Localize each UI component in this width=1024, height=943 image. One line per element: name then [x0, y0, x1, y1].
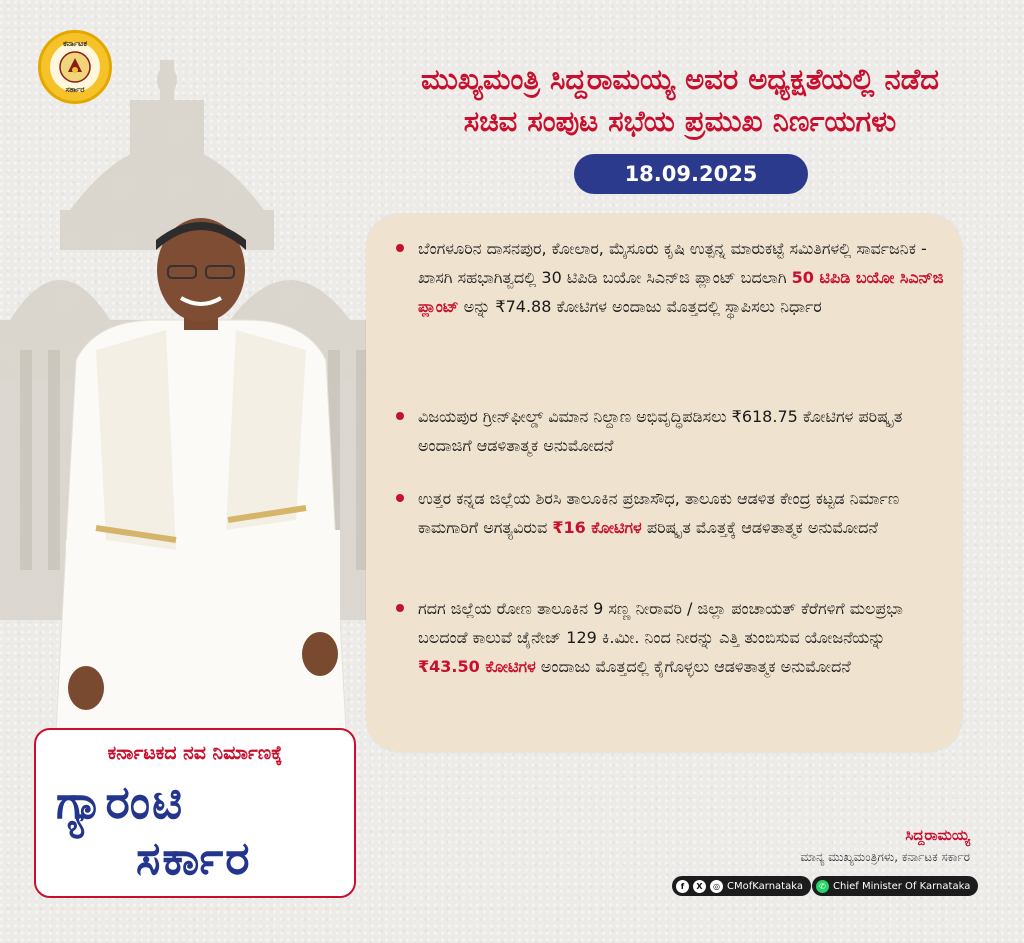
whatsapp-icon: ✆: [816, 880, 829, 893]
headline: [340, 58, 1020, 142]
bullet-icon: [396, 494, 404, 502]
signature-name: ಸಿದ್ದರಾಮಯ್ಯ: [905, 826, 970, 844]
headline-line2: ಸಚಿವ ಸಂಪುಟ ಸಭೆಯ ಪ್ರಮುಖ ನಿರ್ಣಯಗಳು: [463, 104, 897, 138]
date-badge: 18.09.2025: [574, 154, 808, 194]
decision-text-post: ಪರಿಷ್ಕೃತ ಮೊತ್ತಕ್ಕೆ ಆಡಳಿತಾತ್ಮಕ ಅನುಮೋದನೆ: [641, 518, 878, 537]
guarantee-government-badge: [34, 728, 356, 898]
decisions-panel: [366, 214, 962, 752]
facebook-icon: f: [676, 880, 689, 893]
decision-item: [396, 402, 944, 460]
headline-line1: ಮುಖ್ಯಮಂತ್ರಿ ಸಿದ್ದರಾಮಯ್ಯ ಅವರ ಅಧ್ಯಕ್ಷತೆಯಲ್ಲಿ ನಡೆದ: [420, 62, 939, 96]
decision-text-post: ಅಂದಾಜು ಮೊತ್ತದಲ್ಲಿ ಕೈಗೊಳ್ಳಲು ಆಡಳಿತಾತ್ಮಕ ಅನುಮೋದನೆ: [535, 657, 851, 676]
social-handle-pill[interactable]: [672, 876, 811, 896]
decision-text-post: ಅನ್ನು ₹74.88 ಕೋಟಿಗಳ ಅಂದಾಜು ಮೊತ್ತದಲ್ಲಿ ಸ್ಥಾಪಿಸಲು ನಿರ್ಧಾರ: [458, 297, 822, 316]
decision-item: [396, 234, 944, 321]
decision-text-pre: ಉತ್ತರ ಕನ್ನಡ ಜಿಲ್ಲೆಯ ಶಿರಸಿ ತಾಲೂಕಿನ ಪ್ರಜಾಸೌಧ, ತಾಲೂಕು ಆಡಳಿತ ಕೇಂದ್ರ ಕಟ್ಟಡ ನಿರ್ಮಾಣ ಕಾಮಗಾರಿಗೆ ಅಗತ್ಯವಿರುವ: [418, 489, 900, 537]
bullet-icon: [396, 244, 404, 252]
decision-text: [396, 234, 944, 321]
signature-title: ಮಾನ್ಯ ಮುಖ್ಯಮಂತ್ರಿಗಳು, ಕರ್ನಾಟಕ ಸರ್ಕಾರ: [800, 850, 970, 864]
whatsapp-channel-pill[interactable]: [812, 876, 978, 896]
decision-text-pre: ಗದಗ ಜಿಲ್ಲೆಯ ರೋಣ ತಾಲೂಕಿನ 9 ಸಣ್ಣ ನೀರಾವರಿ / ಜಿಲ್ಲಾ ಪಂಚಾಯತ್ ಕೆರೆಗಳಿಗೆ ಮಲಪ್ರಭಾ ಬಲದಂಡೆ ಕಾಲುವೆ ಚೈನೇಜ್ 129 ಕಿ.ಮೀ. ನಿಂದ ನೀರನ್ನು ಎತ್ತಿ ತುಂಬಿಸುವ ಯೋಜನೆಯನ್ನು: [418, 599, 903, 647]
decision-item: [396, 594, 944, 681]
x-icon: X: [693, 880, 706, 893]
decision-text: [396, 484, 944, 542]
chief-minister-portrait: [56, 210, 346, 730]
decision-text-pre: ಬೆಂಗಳೂರಿನ ದಾಸನಪುರ, ಕೋಲಾರ, ಮೈಸೂರು ಕೃಷಿ ಉತ್ಪನ್ನ ಮಾರುಕಟ್ಟೆ ಸಮಿತಿಗಳಲ್ಲಿ ಸಾರ್ವಜನಿಕ - ಖಾಸಗಿ ಸಹಭಾಗಿತ್ವದಲ್ಲಿ 30 ಟಿಪಿಡಿ ಬಯೋ ಸಿಎನ್‌ಜಿ ಪ್ಲಾಂಟ್ ಬದಲಾಗಿ: [418, 239, 927, 287]
social-handle-text: CMofKarnataka: [727, 880, 803, 892]
whatsapp-text: Chief Minister Of Karnataka: [833, 880, 971, 892]
badge-tagline: ಕರ್ನಾಟಕದ ನವ ನಿರ್ಮಾಣಕ್ಕೆ: [107, 742, 283, 764]
badge-line1: ಗ್ಯಾರಂಟಿ: [56, 775, 185, 829]
emblem-bottom-text: ಸರ್ಕಾರ: [65, 85, 85, 94]
decision-text: [396, 402, 944, 460]
decision-text: [396, 594, 944, 681]
decision-item: [396, 484, 944, 542]
decision-highlight: ₹16 ಕೋಟಿಗಳ: [552, 518, 642, 537]
bullet-icon: [396, 604, 404, 612]
bullet-icon: [396, 412, 404, 420]
decision-highlight: ₹43.50 ಕೋಟಿಗಳ: [418, 657, 536, 676]
badge-line2: ಸರ್ಕಾರ: [136, 831, 252, 885]
emblem-top-text: ಕರ್ನಾಟಕ: [63, 39, 87, 48]
instagram-icon: ◎: [710, 880, 723, 893]
decision-highlight: 50 ಟಿಪಿಡಿ ಬಯೋ ಸಿಎನ್‌ಜಿ ಪ್ಲಾಂಟ್: [418, 268, 944, 316]
decision-text-pre: ವಿಜಯಪುರ ಗ್ರೀನ್‌ಫೀಲ್ಡ್ ವಿಮಾನ ನಿಲ್ದಾಣ ಅಭಿವೃದ್ಧಿಪಡಿಸಲು ₹618.75 ಕೋಟಿಗಳ ಪರಿಷ್ಕೃತ ಅಂದಾಜಿಗೆ ಆಡಳಿತಾತ್ಮಕ ಅನುಮೋದನೆ: [418, 407, 903, 455]
